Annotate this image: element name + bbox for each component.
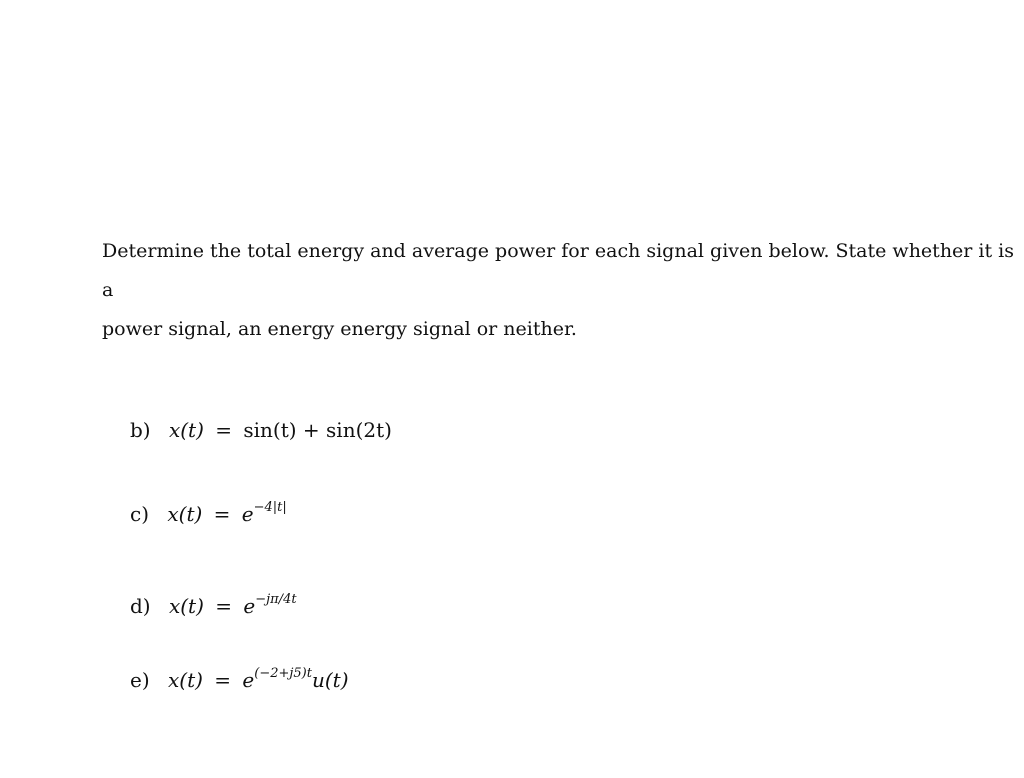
problem-c-equals: = <box>213 502 231 526</box>
problem-c-base: e <box>241 502 254 526</box>
problem-d-equals: = <box>215 594 233 618</box>
problem-c-lhs: x(t) <box>167 502 203 526</box>
problem-statement-line-2: power signal, an energy energy signal or neither. <box>102 318 577 340</box>
problem-d-lhs: x(t) <box>168 594 204 618</box>
problem-e-label: e) <box>130 668 150 692</box>
problem-d-exponent: −jπ/4t <box>255 592 297 607</box>
problem-b-label: b) <box>130 418 151 442</box>
problem-e-equals: = <box>214 668 232 692</box>
problem-b-equals: = <box>215 418 233 442</box>
problem-e <box>130 666 349 694</box>
problem-b <box>130 416 392 444</box>
problem-d-label: d) <box>130 594 151 618</box>
problem-b-lhs: x(t) <box>168 418 204 442</box>
problem-d <box>130 592 297 620</box>
problem-e-base: e <box>242 668 255 692</box>
problem-c-label: c) <box>130 502 150 526</box>
problem-d-base: e <box>243 594 256 618</box>
problem-b-rhs: sin(t) + sin(2t) <box>243 418 392 442</box>
problem-e-exponent: (−2+j5)t <box>254 666 312 681</box>
problem-e-lhs: x(t) <box>168 668 203 692</box>
problem-c-exponent: −4|t| <box>253 500 287 515</box>
problem-statement-line-1: Determine the total energy and average power for each signal given below. State whether it is a <box>102 240 1014 301</box>
problem-c <box>130 500 287 528</box>
problem-statement <box>102 232 1014 349</box>
problem-e-tail: u(t) <box>311 668 349 692</box>
